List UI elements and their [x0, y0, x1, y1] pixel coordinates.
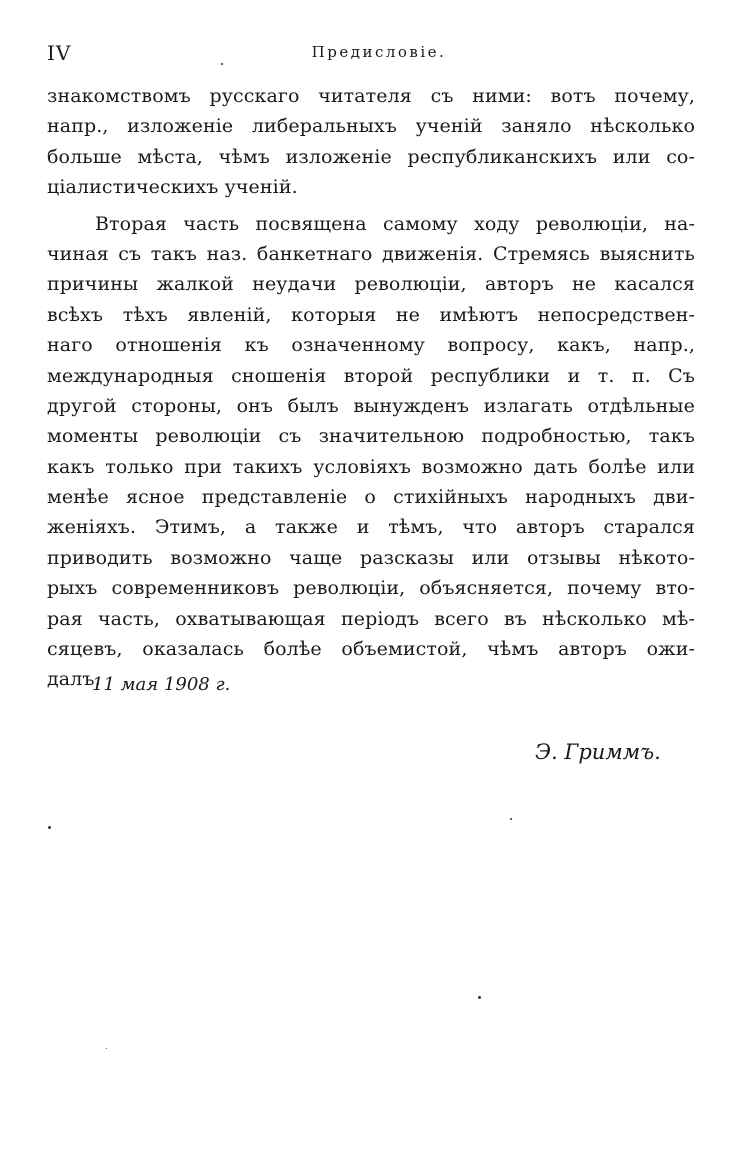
text-line: Вторая часть посвящена самому ходу революціи, на- [95, 212, 695, 235]
text-line: женіяхъ. Этимъ, а также и тѣмъ, что авторъ старался [47, 516, 695, 539]
text-line: далъ. [47, 668, 101, 691]
text-line: рыхъ современниковъ революціи, объясняется, почему вто- [47, 577, 695, 600]
text-line: всѣхъ тѣхъ явленій, которыя не имѣютъ непосредствен- [47, 303, 695, 326]
text-line: больше мѣста, чѣмъ изложеніе республиканскихъ или со- [47, 145, 695, 168]
text-line: ціалистическихъ ученій. [47, 176, 298, 199]
text-line: менѣе ясное представленіе о стихійныхъ народныхъ дви- [47, 486, 695, 509]
body-text [47, 81, 695, 695]
text-line: приводить возможно чаще разсказы или отзывы нѣкото- [47, 546, 695, 569]
page-number: IV [47, 41, 72, 65]
scan-speck [48, 826, 51, 829]
text-line: знакомствомъ русскаго читателя съ ними: вотъ почему, [47, 85, 695, 107]
scan-speck [221, 63, 223, 65]
scan-speck [510, 818, 512, 820]
text-line: чиная съ такъ наз. банкетнаго движенія. Стремясь выяснить [47, 242, 695, 265]
running-title: Предисловіе. [311, 43, 447, 61]
text-line: причины жалкой неудачи революціи, авторъ не касался [47, 273, 695, 296]
text-line: наго отношенія къ означенному вопросу, какъ, напр., [47, 334, 695, 357]
text-line: напр., изложеніе либеральныхъ ученій заняло нѣсколько [47, 115, 695, 138]
author-signature: Э. Гриммъ. [535, 740, 661, 764]
text-line: другой стороны, онъ былъ вынужденъ излагать отдѣльные [47, 394, 695, 417]
paragraph-second-part [47, 209, 695, 695]
date-line: 11 мая 1908 г. [92, 674, 231, 695]
scan-speck [106, 1048, 107, 1049]
text-line: сяцевъ, оказалась болѣе объемистой, чѣмъ авторъ ожи- [47, 638, 695, 661]
scan-speck [478, 996, 481, 999]
text-line: международныя сношенія второй республики и т. п. Съ [47, 364, 695, 387]
text-line: какъ только при такихъ условіяхъ возможно дать болѣе или [47, 455, 695, 478]
text-line: рая часть, охватывающая періодъ всего въ нѣсколько мѣ- [47, 607, 695, 630]
text-line: моменты революціи съ значительною подробностью, такъ [47, 425, 695, 448]
paragraph-continuation [47, 81, 695, 203]
